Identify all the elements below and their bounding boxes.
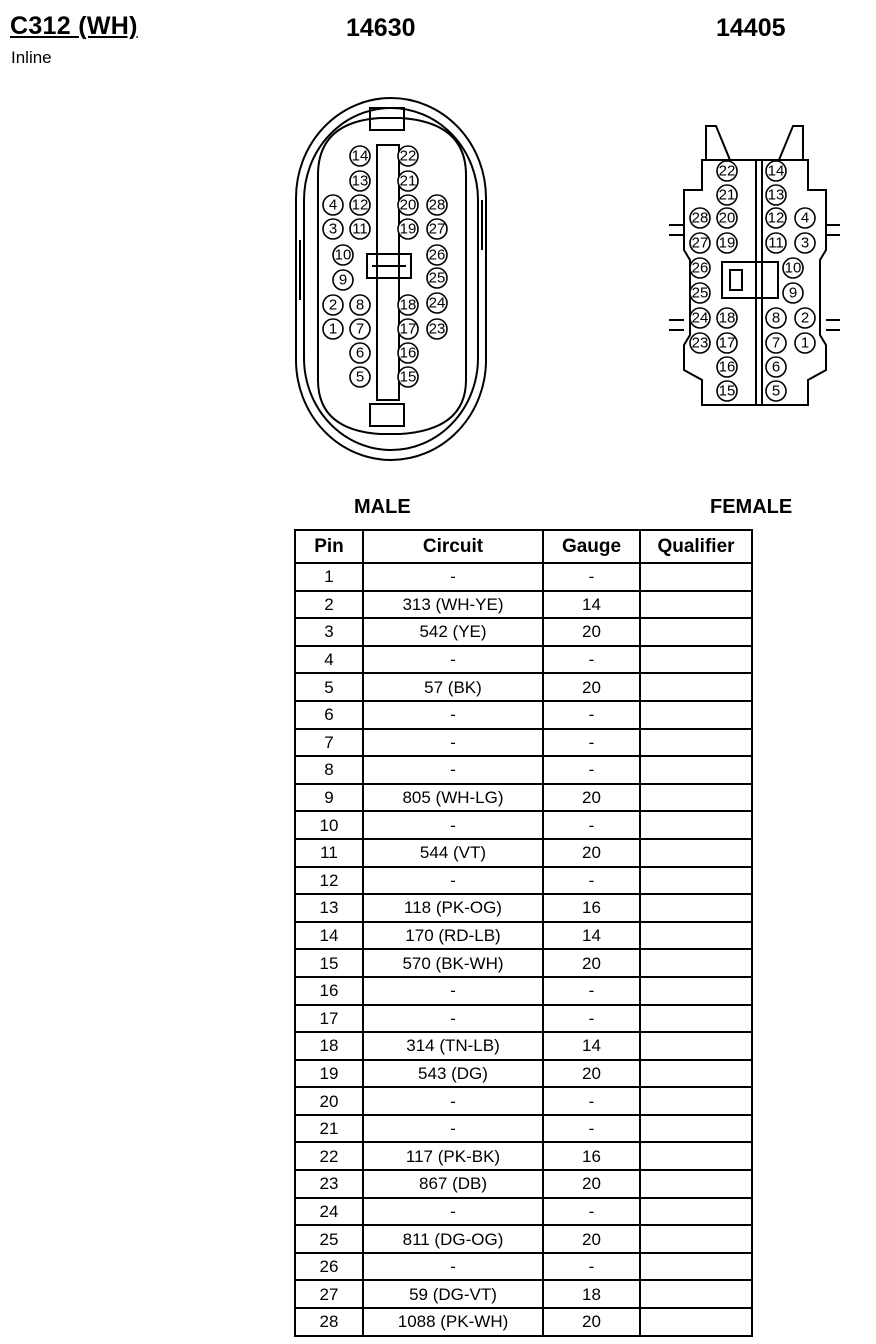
cell-gauge: - xyxy=(543,563,640,591)
cell-gauge: 20 xyxy=(543,1060,640,1088)
cell-qualifier xyxy=(640,811,752,839)
cell-pin: 7 xyxy=(295,729,363,757)
svg-text:23: 23 xyxy=(428,320,446,338)
svg-text:19: 19 xyxy=(718,234,736,252)
table-row xyxy=(295,1032,752,1060)
svg-text:22: 22 xyxy=(399,147,417,165)
cell-qualifier xyxy=(640,977,752,1005)
svg-text:16: 16 xyxy=(718,358,736,376)
cell-gauge: - xyxy=(543,729,640,757)
table-row xyxy=(295,1087,752,1115)
cell-gauge: - xyxy=(543,1087,640,1115)
cell-circuit: - xyxy=(363,1005,543,1033)
svg-text:6: 6 xyxy=(771,358,781,376)
cell-circuit: 542 (YE) xyxy=(363,618,543,646)
female-label: FEMALE xyxy=(710,496,793,518)
svg-text:11: 11 xyxy=(768,234,784,252)
cell-pin: 19 xyxy=(295,1060,363,1088)
cell-pin: 22 xyxy=(295,1142,363,1170)
table-row xyxy=(295,1280,752,1308)
cell-pin: 25 xyxy=(295,1225,363,1253)
cell-pin: 4 xyxy=(295,646,363,674)
svg-text:18: 18 xyxy=(718,309,736,327)
cell-gauge: 20 xyxy=(543,1308,640,1336)
cell-pin: 6 xyxy=(295,701,363,729)
svg-text:15: 15 xyxy=(718,382,736,400)
cell-gauge: - xyxy=(543,756,640,784)
cell-qualifier xyxy=(640,1280,752,1308)
cell-circuit: 811 (DG-OG) xyxy=(363,1225,543,1253)
svg-text:7: 7 xyxy=(771,334,781,352)
cell-gauge: - xyxy=(543,1198,640,1226)
cell-circuit: 1088 (PK-WH) xyxy=(363,1308,543,1336)
cell-circuit: 314 (TN-LB) xyxy=(363,1032,543,1060)
cell-circuit: - xyxy=(363,1115,543,1143)
cell-pin: 5 xyxy=(295,673,363,701)
cell-qualifier xyxy=(640,618,752,646)
table-row xyxy=(295,784,752,812)
cell-gauge: 20 xyxy=(543,784,640,812)
cell-circuit: 805 (WH-LG) xyxy=(363,784,543,812)
svg-text:7: 7 xyxy=(355,320,365,338)
svg-text:14: 14 xyxy=(767,162,785,180)
cell-pin: 13 xyxy=(295,894,363,922)
cell-qualifier xyxy=(640,867,752,895)
cell-qualifier xyxy=(640,1005,752,1033)
table-row xyxy=(295,1253,752,1281)
cell-circuit: 117 (PK-BK) xyxy=(363,1142,543,1170)
cell-qualifier xyxy=(640,591,752,619)
female-part-number: 14405 xyxy=(716,14,786,42)
table-row xyxy=(295,1115,752,1143)
cell-pin: 26 xyxy=(295,1253,363,1281)
cell-pin: 15 xyxy=(295,949,363,977)
svg-text:17: 17 xyxy=(399,320,417,338)
table-row xyxy=(295,756,752,784)
cell-qualifier xyxy=(640,1115,752,1143)
table-row xyxy=(295,646,752,674)
cell-qualifier xyxy=(640,673,752,701)
male-part-number: 14630 xyxy=(346,14,416,42)
svg-text:23: 23 xyxy=(691,334,709,352)
cell-gauge: - xyxy=(543,977,640,1005)
svg-text:17: 17 xyxy=(718,334,736,352)
cell-qualifier xyxy=(640,756,752,784)
svg-text:20: 20 xyxy=(718,209,736,227)
cell-circuit: 570 (BK-WH) xyxy=(363,949,543,977)
table-row xyxy=(295,949,752,977)
cell-gauge: 16 xyxy=(543,1142,640,1170)
svg-text:27: 27 xyxy=(428,220,446,238)
cell-gauge: 20 xyxy=(543,673,640,701)
cell-circuit: - xyxy=(363,1198,543,1226)
cell-qualifier xyxy=(640,1198,752,1226)
header-pin: Pin xyxy=(295,530,363,563)
svg-text:10: 10 xyxy=(784,259,802,277)
cell-qualifier xyxy=(640,1308,752,1336)
svg-text:27: 27 xyxy=(691,234,709,252)
table-row xyxy=(295,618,752,646)
cell-circuit: - xyxy=(363,563,543,591)
cell-circuit: - xyxy=(363,1253,543,1281)
table-row xyxy=(295,1198,752,1226)
cell-pin: 9 xyxy=(295,784,363,812)
svg-text:25: 25 xyxy=(691,284,709,302)
svg-text:26: 26 xyxy=(691,259,709,277)
svg-text:21: 21 xyxy=(718,186,736,204)
cell-circuit: - xyxy=(363,811,543,839)
cell-pin: 18 xyxy=(295,1032,363,1060)
table-row xyxy=(295,1142,752,1170)
svg-text:6: 6 xyxy=(355,344,365,362)
cell-qualifier xyxy=(640,729,752,757)
cell-pin: 16 xyxy=(295,977,363,1005)
male-label: MALE xyxy=(354,496,411,518)
svg-text:16: 16 xyxy=(399,344,417,362)
connector-subtitle: Inline xyxy=(11,48,52,67)
cell-qualifier xyxy=(640,1225,752,1253)
table-row xyxy=(295,1308,752,1336)
table-row xyxy=(295,729,752,757)
table-row xyxy=(295,977,752,1005)
svg-text:12: 12 xyxy=(767,209,785,227)
cell-pin: 24 xyxy=(295,1198,363,1226)
cell-gauge: 20 xyxy=(543,839,640,867)
table-row xyxy=(295,591,752,619)
cell-qualifier xyxy=(640,701,752,729)
cell-circuit: - xyxy=(363,1087,543,1115)
svg-text:11: 11 xyxy=(352,220,368,238)
cell-circuit: - xyxy=(363,646,543,674)
table-row xyxy=(295,1005,752,1033)
cell-gauge: - xyxy=(543,1115,640,1143)
cell-circuit: 543 (DG) xyxy=(363,1060,543,1088)
svg-text:4: 4 xyxy=(800,209,810,227)
header-circuit: Circuit xyxy=(363,530,543,563)
cell-qualifier xyxy=(640,1087,752,1115)
svg-text:14: 14 xyxy=(351,147,369,165)
svg-text:9: 9 xyxy=(788,284,798,302)
table-row xyxy=(295,563,752,591)
cell-qualifier xyxy=(640,1032,752,1060)
svg-text:2: 2 xyxy=(328,296,338,314)
cell-circuit: - xyxy=(363,867,543,895)
svg-text:10: 10 xyxy=(334,246,352,264)
svg-text:13: 13 xyxy=(351,172,369,190)
cell-gauge: - xyxy=(543,646,640,674)
svg-text:28: 28 xyxy=(691,209,709,227)
cell-gauge: 20 xyxy=(543,1225,640,1253)
svg-text:13: 13 xyxy=(767,186,785,204)
table-row xyxy=(295,1170,752,1198)
svg-text:15: 15 xyxy=(399,368,417,386)
cell-pin: 17 xyxy=(295,1005,363,1033)
cell-pin: 10 xyxy=(295,811,363,839)
cell-circuit: 59 (DG-VT) xyxy=(363,1280,543,1308)
svg-text:24: 24 xyxy=(691,309,709,327)
svg-text:25: 25 xyxy=(428,269,446,287)
svg-text:1: 1 xyxy=(328,320,338,338)
table-row xyxy=(295,811,752,839)
cell-pin: 12 xyxy=(295,867,363,895)
cell-pin: 2 xyxy=(295,591,363,619)
svg-text:2: 2 xyxy=(800,309,810,327)
cell-gauge: 14 xyxy=(543,591,640,619)
cell-circuit: - xyxy=(363,977,543,1005)
cell-circuit: 170 (RD-LB) xyxy=(363,922,543,950)
svg-text:26: 26 xyxy=(428,246,446,264)
header-gauge: Gauge xyxy=(543,530,640,563)
connector-title: C312 (WH) xyxy=(10,12,138,40)
svg-text:12: 12 xyxy=(351,196,369,214)
cell-qualifier xyxy=(640,949,752,977)
cell-circuit: - xyxy=(363,729,543,757)
svg-text:21: 21 xyxy=(399,172,417,190)
cell-pin: 1 xyxy=(295,563,363,591)
cell-gauge: - xyxy=(543,811,640,839)
svg-text:28: 28 xyxy=(428,196,446,214)
cell-pin: 27 xyxy=(295,1280,363,1308)
cell-gauge: 20 xyxy=(543,949,640,977)
cell-qualifier xyxy=(640,1170,752,1198)
cell-qualifier xyxy=(640,563,752,591)
cell-pin: 14 xyxy=(295,922,363,950)
svg-text:9: 9 xyxy=(338,271,348,289)
svg-text:8: 8 xyxy=(771,309,781,327)
cell-circuit: 57 (BK) xyxy=(363,673,543,701)
svg-text:19: 19 xyxy=(399,220,417,238)
table-row xyxy=(295,701,752,729)
female-connector-diagram xyxy=(0,0,876,500)
cell-circuit: - xyxy=(363,756,543,784)
table-row xyxy=(295,839,752,867)
svg-text:5: 5 xyxy=(771,382,781,400)
cell-circuit: 867 (DB) xyxy=(363,1170,543,1198)
cell-qualifier xyxy=(640,1060,752,1088)
cell-circuit: 544 (VT) xyxy=(363,839,543,867)
cell-gauge: - xyxy=(543,701,640,729)
svg-text:20: 20 xyxy=(399,196,417,214)
cell-gauge: 18 xyxy=(543,1280,640,1308)
cell-qualifier xyxy=(640,1253,752,1281)
table-row xyxy=(295,922,752,950)
table-row xyxy=(295,1060,752,1088)
svg-text:3: 3 xyxy=(800,234,810,252)
svg-text:1: 1 xyxy=(800,334,810,352)
cell-circuit: - xyxy=(363,701,543,729)
cell-gauge: 14 xyxy=(543,922,640,950)
cell-gauge: 14 xyxy=(543,1032,640,1060)
table-row xyxy=(295,894,752,922)
svg-text:3: 3 xyxy=(328,220,338,238)
header-qualifier: Qualifier xyxy=(640,530,752,563)
cell-pin: 3 xyxy=(295,618,363,646)
svg-text:8: 8 xyxy=(355,296,365,314)
table-header-row xyxy=(295,530,752,563)
cell-gauge: 16 xyxy=(543,894,640,922)
table-row xyxy=(295,1225,752,1253)
cell-gauge: 20 xyxy=(543,618,640,646)
cell-pin: 28 xyxy=(295,1308,363,1336)
pin-table xyxy=(294,529,753,1337)
svg-text:4: 4 xyxy=(328,196,338,214)
cell-pin: 21 xyxy=(295,1115,363,1143)
table-row xyxy=(295,867,752,895)
svg-text:5: 5 xyxy=(355,368,365,386)
cell-gauge: - xyxy=(543,867,640,895)
cell-circuit: 313 (WH-YE) xyxy=(363,591,543,619)
cell-gauge: - xyxy=(543,1005,640,1033)
cell-qualifier xyxy=(640,922,752,950)
table-row xyxy=(295,673,752,701)
cell-circuit: 118 (PK-OG) xyxy=(363,894,543,922)
cell-pin: 23 xyxy=(295,1170,363,1198)
svg-text:22: 22 xyxy=(718,162,736,180)
cell-qualifier xyxy=(640,646,752,674)
svg-text:24: 24 xyxy=(428,294,446,312)
cell-qualifier xyxy=(640,1142,752,1170)
cell-gauge: - xyxy=(543,1253,640,1281)
cell-qualifier xyxy=(640,784,752,812)
cell-qualifier xyxy=(640,839,752,867)
cell-pin: 11 xyxy=(295,839,363,867)
cell-gauge: 20 xyxy=(543,1170,640,1198)
cell-pin: 8 xyxy=(295,756,363,784)
cell-pin: 20 xyxy=(295,1087,363,1115)
svg-text:18: 18 xyxy=(399,296,417,314)
cell-qualifier xyxy=(640,894,752,922)
